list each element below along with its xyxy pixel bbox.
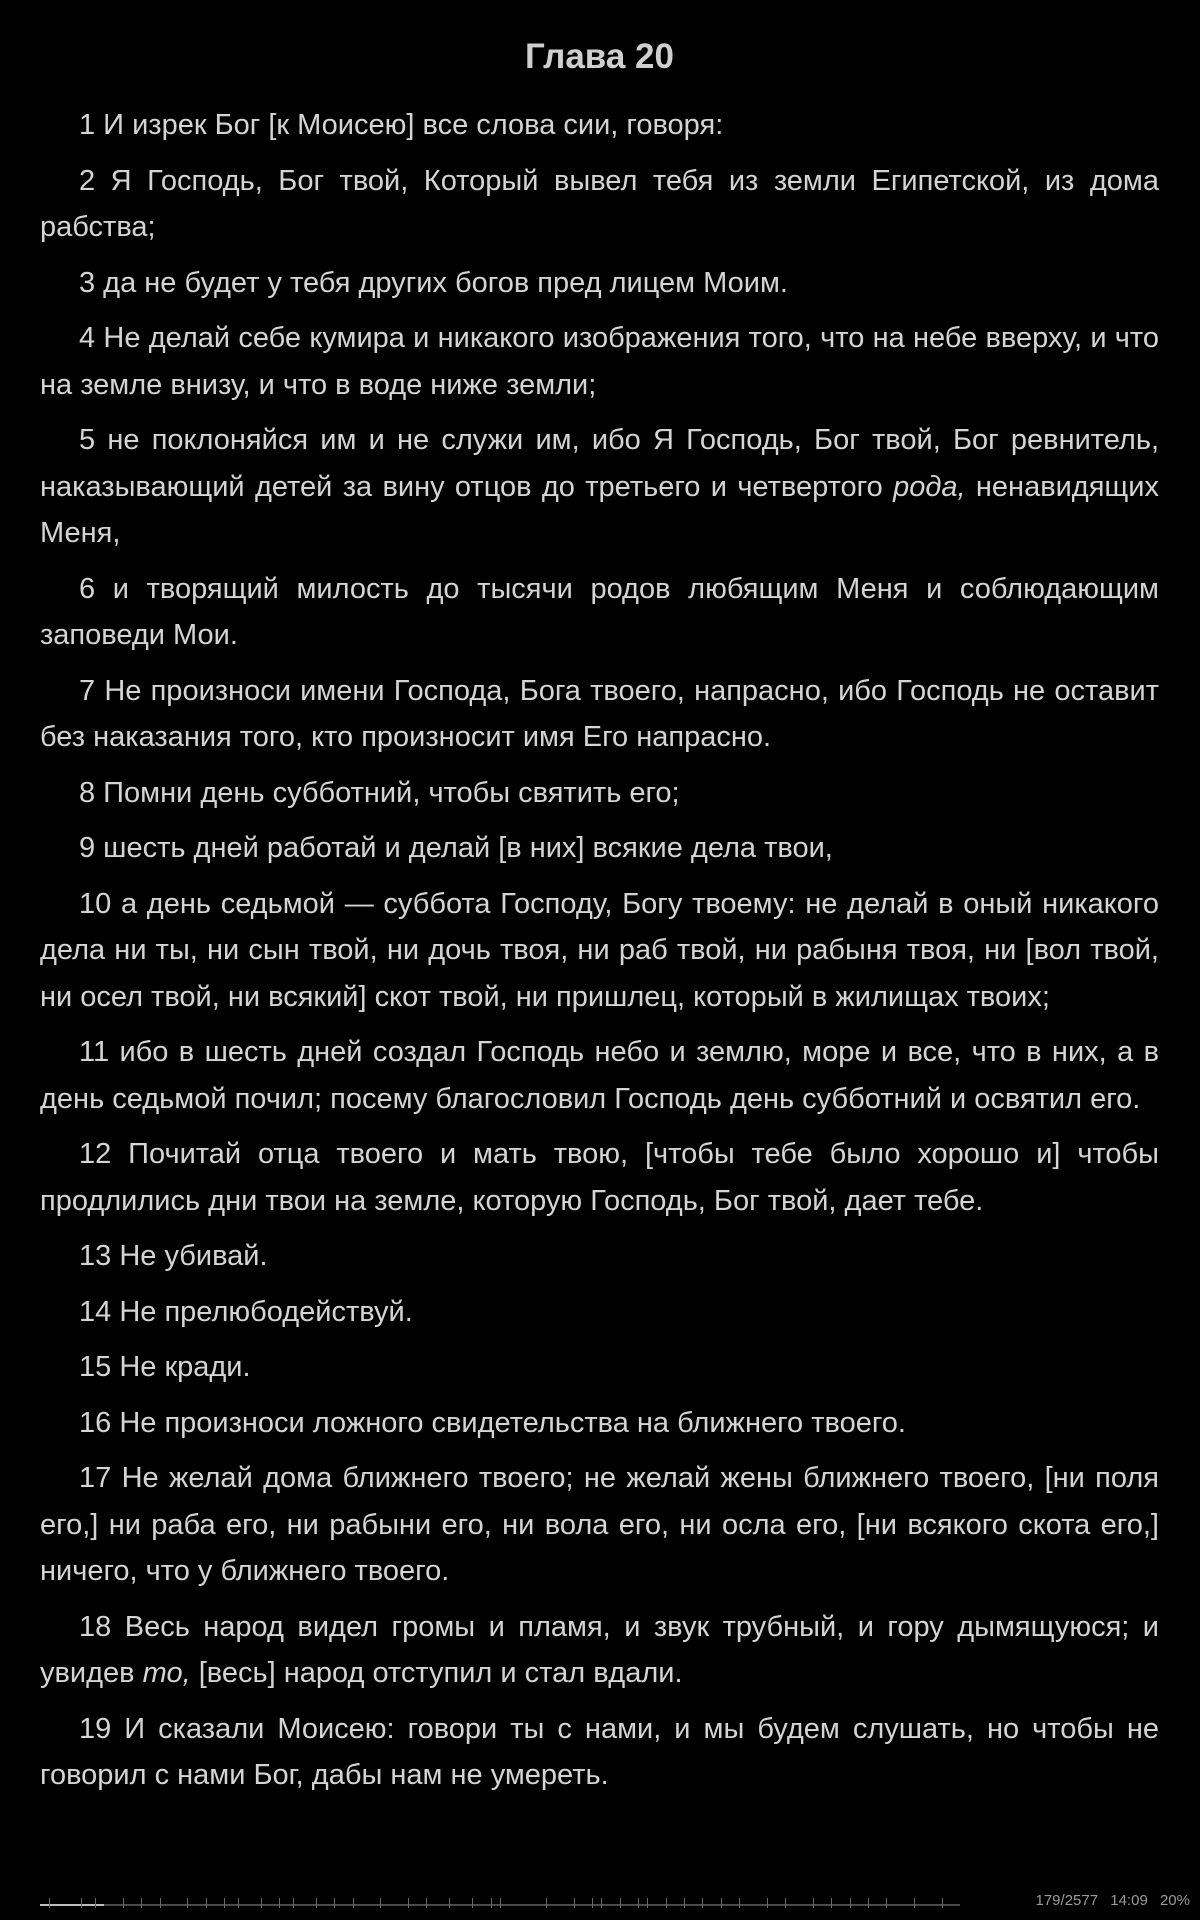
verse: 4 Не делай себе кумира и никакого изображения того, что на небе вверху, и что на земле внизу, и что в воде ниже земли;	[40, 322, 1159, 401]
chapter-mark	[914, 1898, 915, 1908]
verse	[40, 1604, 1159, 1697]
chapter-mark	[739, 1898, 740, 1908]
chapter-mark	[666, 1898, 667, 1908]
verse-text: 18 Весь народ видел громы и пламя, и звук трубный, и гору дымящуюся; и увидев	[40, 1610, 1159, 1689]
verse: 9 шесть дней работай и делай [в них] всякие дела твои,	[79, 832, 833, 864]
verse	[40, 417, 1159, 557]
reading-progress-bar[interactable]	[40, 1904, 960, 1906]
verse: 1 И изрек Бог [к Моисею] все слова сии, говоря:	[79, 109, 724, 141]
verse: 11 ибо в шесть дней создал Господь небо и землю, море и все, что в них, а в день седьмой почил; посему благословил Господь день субботний и освятил его.	[40, 1036, 1159, 1115]
verse: 15 Не кради.	[79, 1351, 251, 1383]
chapter-mark	[886, 1898, 887, 1908]
chapter-mark	[785, 1898, 786, 1908]
chapter-mark	[334, 1898, 335, 1908]
chapter-mark	[81, 1898, 82, 1908]
chapter-mark	[224, 1898, 225, 1908]
chapter-mark	[620, 1898, 621, 1908]
chapter-mark	[601, 1898, 602, 1908]
chapter-mark	[49, 1898, 50, 1908]
chapter-mark	[850, 1898, 851, 1908]
verse: 2 Я Господь, Бог твой, Который вывел тебя из земли Египетской, из дома рабства;	[40, 164, 1159, 243]
chapter-mark	[546, 1898, 547, 1908]
chapter-mark	[647, 1898, 648, 1908]
chapter-mark	[684, 1898, 685, 1908]
chapter-mark	[500, 1898, 501, 1908]
verse-italic-text: рода,	[893, 470, 966, 503]
verse: 19 И сказали Моисею: говори ты с нами, и мы будем слушать, но чтобы не говорил с нами Бог, дабы нам не умереть.	[40, 1712, 1159, 1791]
chapter-mark	[187, 1898, 188, 1908]
chapter-mark	[238, 1898, 239, 1908]
verse: 10 а день седьмой — суббота Господу, Богу твоему: не делай в оный никакого дела ни ты, ни сын твой, ни дочь твоя, ни раб твой, ни рабыня твоя, ни [вол твой, ни осел твой, ни всякий] скот твой, ни пришлец, который в жилищах твоих;	[40, 887, 1159, 1013]
verse-text: 5 не поклоняйся им и не служи им, ибо Я Господь, Бог твой, Бог ревнитель, наказывающий детей за вину отцов до третьего и четвертого	[40, 424, 1159, 503]
verse: 3 да не будет у тебя других богов пред лицем Моим.	[79, 266, 788, 299]
chapter-mark	[206, 1898, 207, 1908]
verse-text: [весь] народ отступил и стал вдали.	[190, 1657, 683, 1689]
verse: 13 Не убивай.	[79, 1240, 268, 1272]
chapter-mark	[261, 1898, 262, 1908]
clock: 14:09	[1110, 1892, 1148, 1909]
chapter-mark	[293, 1898, 294, 1908]
chapter-mark	[702, 1898, 703, 1908]
chapter-mark	[449, 1898, 450, 1908]
chapter-title: Глава 20	[525, 37, 674, 76]
chapter-mark	[721, 1898, 722, 1908]
chapter-mark	[472, 1898, 473, 1908]
chapter-mark	[767, 1898, 768, 1908]
chapter-mark	[426, 1898, 427, 1908]
chapter-mark	[813, 1898, 814, 1908]
chapter-mark	[316, 1898, 317, 1908]
page-counter: 179/2577	[1035, 1892, 1099, 1909]
verse: 17 Не желай дома ближнего твоего; не желай жены ближнего твоего, [ни поля его,] ни раба его, ни рабыни его, ни вола его, ни осла его, [ни всякого скота его,] ничего, что у ближнего твоего.	[40, 1462, 1159, 1587]
verse: 8 Помни день субботний, чтобы святить его;	[79, 776, 680, 809]
chapter-mark	[942, 1898, 943, 1908]
verse-text: ненавидящих Меня,	[40, 470, 1159, 549]
chapter-mark	[279, 1898, 280, 1908]
chapter-mark	[353, 1898, 354, 1908]
chapter-mark	[831, 1898, 832, 1908]
verse-italic-text: то,	[142, 1657, 191, 1689]
verse: 16 Не произноси ложного свидетельства на ближнего твоего.	[79, 1406, 906, 1439]
verse: 7 Не произноси имени Господа, Бога твоего, напрасно, ибо Господь не оставит без наказания того, кто произносит имя Его напрасно.	[40, 674, 1159, 753]
chapter-mark	[592, 1898, 593, 1908]
chapter-mark	[574, 1898, 575, 1908]
chapter-mark	[380, 1898, 381, 1908]
chapter-mark	[408, 1898, 409, 1908]
reader-page[interactable]	[40, 0, 1159, 1808]
verse: 14 Не прелюбодействуй.	[79, 1295, 413, 1328]
chapter-mark	[95, 1898, 96, 1908]
chapter-mark	[638, 1898, 639, 1908]
chapter-mark	[123, 1898, 124, 1908]
verse: 6 и творящий милость до тысячи родов любящим Меня и соблюдающим заповеди Мои.	[40, 572, 1159, 651]
chapter-mark	[491, 1898, 492, 1908]
chapter-mark	[868, 1898, 869, 1908]
battery-level: 20%	[1159, 1892, 1190, 1909]
verse-list	[40, 102, 1159, 1799]
status-info	[1028, 1892, 1191, 1909]
chapter-mark	[141, 1898, 142, 1908]
chapter-mark	[160, 1898, 161, 1908]
verse: 12 Почитай отца твоего и мать твою, [чтобы тебе было хорошо и] чтобы продлились дни твои на земле, которую Господь, Бог твой, дает тебе.	[40, 1138, 1159, 1217]
status-bar	[0, 1890, 1200, 1920]
